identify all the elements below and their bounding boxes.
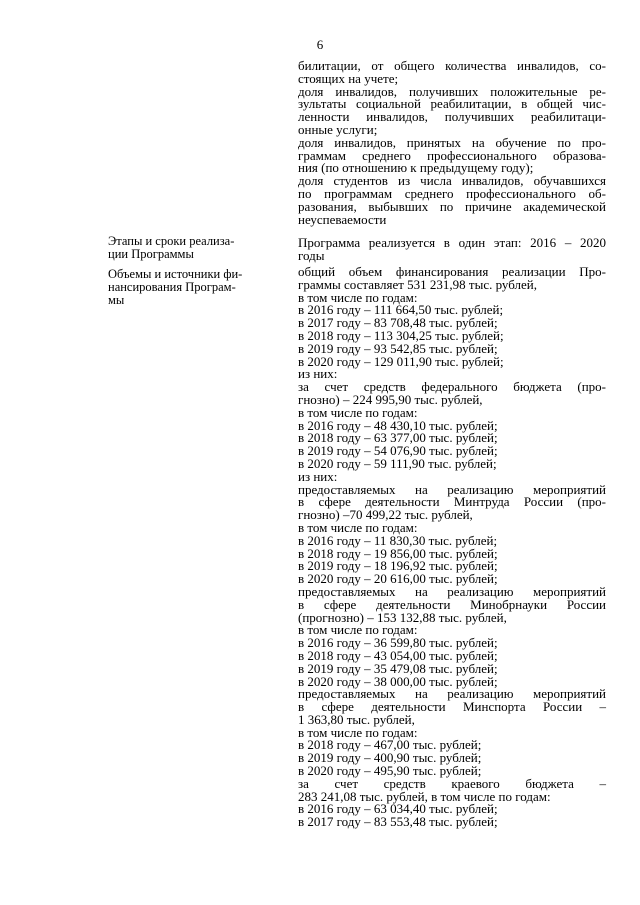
funding-text: [298, 266, 606, 829]
funding-text-line: в 2019 году – 93 542,85 тыс. рублей;: [298, 340, 498, 356]
indicator-text-line: граммам среднего профессионального образова-: [298, 147, 606, 163]
funding-text-line: в 2016 году – 111 664,50 тыс. рублей;: [298, 302, 504, 318]
stages-text: [298, 237, 606, 263]
indicator-text-line: онные услуги;: [298, 121, 378, 137]
funding-text-line: в сфере деятельности Минтруда России (про-: [298, 494, 606, 510]
funding-text-line: в сфере деятельности Минспорта России –: [298, 699, 606, 715]
funding-text-line: за счет средств краевого бюджета –: [298, 775, 606, 791]
indicator-text-line: доля студентов из числа инвалидов, обучавшихся: [298, 173, 606, 189]
funding-text-line: в 2018 году – 467,00 тыс. рублей;: [298, 737, 482, 753]
indicator-text-line: стоящих на учете;: [298, 70, 399, 86]
page-number: 6: [316, 37, 324, 52]
funding-text-line: 283 241,08 тыс. рублей, в том числе по годам:: [298, 788, 551, 804]
funding-text-line: в 2019 году – 18 196,92 тыс. рублей;: [298, 558, 498, 574]
funding-text-line: за счет средств федерального бюджета (про-: [298, 379, 606, 395]
funding-text-line: в 2016 году – 11 830,30 тыс. рублей;: [298, 532, 498, 548]
funding-text-line: в 2018 году – 19 856,00 тыс. рублей;: [298, 545, 498, 561]
funding-text-line: в 2018 году – 113 304,25 тыс. рублей;: [298, 327, 504, 343]
indicator-text-line: доля инвалидов, получивших положительные ре-: [298, 83, 606, 99]
funding-text-line: граммы составляет 531 231,98 тыс. рублей,: [298, 276, 537, 292]
funding-text-line: в 2019 году – 35 479,08 тыс. рублей;: [298, 660, 498, 676]
funding-text-line: общий объем финансирования реализации Про-: [298, 264, 606, 279]
indicator-text-line: билитации, от общего количества инвалидов, со-: [298, 58, 606, 73]
funding-text-line: в 2020 году – 38 000,00 тыс. рублей;: [298, 673, 498, 689]
funding-text-line: в 2018 году – 43 054,00 тыс. рублей;: [298, 647, 498, 663]
funding-text-line: в том числе по годам:: [298, 289, 418, 305]
funding-text-line: в 2020 году – 20 616,00 тыс. рублей;: [298, 571, 498, 587]
funding-text-line: в 2020 году – 129 011,90 тыс. рублей;: [298, 353, 504, 369]
stages-text-line: годы: [298, 247, 325, 263]
funding-text-line: предоставляемых на реализацию мероприятий: [298, 583, 606, 599]
funding-text-line: в 2017 году – 83 553,48 тыс. рублей;: [298, 814, 498, 830]
indicator-text-line: зультаты социальной реабилитации, в общей чис-: [298, 96, 606, 112]
funding-text-line: в 2016 году – 63 034,40 тыс. рублей;: [298, 801, 498, 817]
funding-text-line: в 2020 году – 495,90 тыс. рублей;: [298, 763, 482, 779]
indicators-continued-text: [298, 60, 606, 226]
funding-text-line: гнозно) –70 499,22 тыс. рублей,: [298, 507, 473, 523]
funding-text-line: (прогнозно) – 153 132,88 тыс. рублей,: [298, 609, 507, 625]
funding-text-line: в 2017 году – 83 708,48 тыс. рублей;: [298, 315, 498, 331]
funding-text-line: в 2019 году – 400,90 тыс. рублей;: [298, 750, 482, 766]
funding-text-line: в том числе по годам:: [298, 404, 418, 420]
funding-text-line: в сфере деятельности Минобрнауки России: [298, 596, 606, 612]
indicator-text-line: ленности инвалидов, получивших реабилитаци-: [298, 109, 606, 125]
funding-text-line: 1 363,80 тыс. рублей,: [298, 711, 415, 727]
funding-text-line: в 2019 году – 54 076,90 тыс. рублей;: [298, 443, 498, 459]
funding-text-line: предоставляемых на реализацию мероприятий: [298, 686, 606, 702]
funding-label-line: Объемы и источники фи-: [108, 267, 243, 281]
funding-text-line: в 2020 году – 59 111,90 тыс. рублей;: [298, 455, 497, 471]
funding-text-line: из них:: [298, 366, 338, 382]
funding-text-line: предоставляемых на реализацию мероприятий: [298, 481, 606, 497]
funding-text-line: в том числе по годам:: [298, 622, 418, 638]
funding-text-line: из них:: [298, 468, 338, 484]
stages-label-line: ции Программы: [108, 246, 194, 261]
funding-label-line: нансирования Програм-: [108, 279, 236, 294]
funding-text-line: в 2016 году – 48 430,10 тыс. рублей;: [298, 417, 498, 433]
funding-label-line: мы: [108, 292, 125, 307]
indicator-text-line: по программам среднего профессионального об-: [298, 185, 606, 201]
indicator-text-line: доля инвалидов, принятых на обучение по про-: [298, 134, 606, 150]
funding-text-line: в 2016 году – 36 599,80 тыс. рублей;: [298, 635, 498, 651]
stages-text-line: Программа реализуется в один этап: 2016 – 2020: [298, 235, 606, 250]
funding-text-line: в 2018 году – 63 377,00 тыс. рублей;: [298, 430, 498, 446]
indicator-text-line: ния (по отношению к предыдущему году);: [298, 160, 534, 176]
funding-text-line: в том числе по годам:: [298, 724, 418, 740]
funding-text-line: в том числе по годам:: [298, 519, 418, 535]
funding-label: [108, 268, 260, 306]
indicator-text-line: разования, выбывших по причине академической: [298, 198, 606, 214]
stages-label-line: Этапы и сроки реализа-: [108, 234, 235, 248]
stages-label: [108, 235, 260, 261]
indicator-text-line: неуспеваемости: [298, 211, 387, 227]
funding-text-line: гнозно) – 224 995,90 тыс. рублей,: [298, 391, 483, 407]
